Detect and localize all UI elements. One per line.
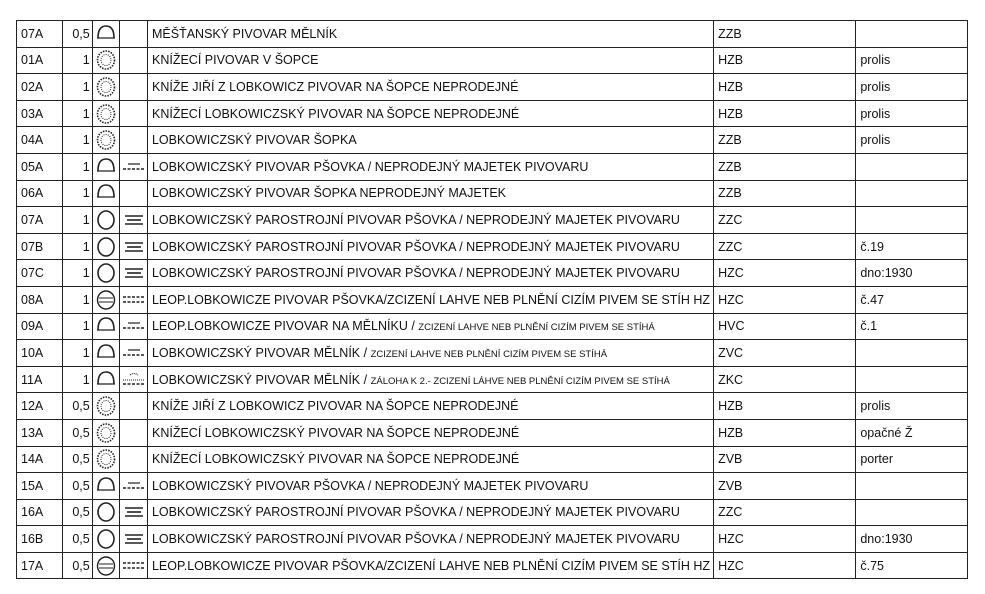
row-volume: 1 (63, 47, 93, 74)
triple-line-icon (120, 260, 148, 287)
table-row (17, 233, 968, 260)
dash-double-icon (120, 552, 148, 579)
label-main-text: LEOP.LOBKOWICZE PIVOVAR PŠOVKA/ZCIZENÍ LAHVE NEB PLNĚNÍ CIZÍM PIVEM SE STÍH HZ (151, 558, 710, 573)
oval-icon (92, 207, 120, 234)
row-note: č.19 (856, 233, 968, 260)
row-label-text (147, 207, 713, 234)
label-main-text: KNÍŽECÍ LOBKOWICZSKÝ PIVOVAR NA ŠOPCE NEPRODEJNÉ (151, 425, 520, 440)
row-note (856, 340, 968, 367)
table-row (17, 340, 968, 367)
label-main-text: KNÍŽECÍ LOBKOWICZSKÝ PIVOVAR NA ŠOPCE NEPRODEJNÉ (151, 106, 520, 121)
row-label-text (147, 393, 713, 420)
label-main-text: LOBKOWICZSKÝ PAROSTROJNÍ PIVOVAR PŠOVKA / NEPRODEJNÝ MAJETEK PIVOVARU (151, 266, 680, 281)
dash-line-icon (120, 153, 148, 180)
row-code: 07A (17, 21, 63, 48)
row-code: 02A (17, 74, 63, 101)
half-oval-icon (92, 21, 120, 48)
label-main-text: LOBKOWICZSKÝ PIVOVAR PŠOVKA / NEPRODEJNÝ MAJETEK PIVOVARU (151, 478, 589, 493)
row-label-text (147, 340, 713, 367)
label-catalog-table (16, 20, 968, 579)
row-type: ZKC (714, 366, 856, 393)
row-note: dno:1930 (856, 526, 968, 553)
row-note (856, 499, 968, 526)
table-row (17, 393, 968, 420)
row-type: ZVB (714, 473, 856, 500)
row-note: porter (856, 446, 968, 473)
row-note (856, 473, 968, 500)
row-code: 12A (17, 393, 63, 420)
row-note (856, 366, 968, 393)
row-volume: 1 (63, 313, 93, 340)
row-label-text (147, 233, 713, 260)
triple-line-icon (120, 233, 148, 260)
row-volume: 1 (63, 127, 93, 154)
table-row (17, 446, 968, 473)
row-note: prolis (856, 47, 968, 74)
row-volume: 0,5 (63, 419, 93, 446)
row-label-text (147, 499, 713, 526)
dotted-oval-icon (92, 419, 120, 446)
row-label-text (147, 180, 713, 207)
row-code: 16A (17, 499, 63, 526)
row-type: ZZC (714, 233, 856, 260)
row-label-text (147, 419, 713, 446)
row-code: 16B (17, 526, 63, 553)
none-icon (120, 393, 148, 420)
table-row (17, 552, 968, 579)
row-type: HZB (714, 47, 856, 74)
row-volume: 1 (63, 180, 93, 207)
table-row (17, 286, 968, 313)
row-code: 07A (17, 207, 63, 234)
label-main-text: LEOP.LOBKOWICZE PIVOVAR NA MĚLNÍKU / (151, 319, 419, 334)
half-oval-icon (92, 153, 120, 180)
none-icon (120, 127, 148, 154)
row-note (856, 207, 968, 234)
row-type: HZC (714, 286, 856, 313)
row-type: HZC (714, 260, 856, 287)
row-type: ZZB (714, 180, 856, 207)
row-code: 11A (17, 366, 63, 393)
row-note: opačné Ž (856, 419, 968, 446)
row-type: ZZB (714, 127, 856, 154)
row-note: č.75 (856, 552, 968, 579)
row-note: č.47 (856, 286, 968, 313)
dotted-oval-icon (92, 393, 120, 420)
table-row (17, 180, 968, 207)
document-sheet (16, 20, 968, 585)
row-type: HZC (714, 552, 856, 579)
row-label-text (147, 473, 713, 500)
label-small-text: ZCIZENÍ LAHVE NEB PLNĚNÍ CIZÍM PIVEM SE STÍHÁ (370, 348, 608, 360)
row-code: 05A (17, 153, 63, 180)
row-volume: 0,5 (63, 473, 93, 500)
dotted-oval-icon (92, 100, 120, 127)
label-small-text: ZÁLOHA K 2.- ZCIZENÍ LÁHVE NEB PLNĚNÍ CIZÍM PIVEM SE STÍHÁ (370, 375, 670, 387)
row-code: 15A (17, 473, 63, 500)
none-icon (120, 100, 148, 127)
row-label-text (147, 127, 713, 154)
row-type: HZB (714, 393, 856, 420)
row-code: 14A (17, 446, 63, 473)
double-oval-icon (92, 286, 120, 313)
row-volume: 1 (63, 100, 93, 127)
row-code: 17A (17, 552, 63, 579)
table-row (17, 366, 968, 393)
label-main-text: LOBKOWICZSKÝ PAROSTROJNÍ PIVOVAR PŠOVKA / NEPRODEJNÝ MAJETEK PIVOVARU (151, 505, 680, 520)
label-main-text: LOBKOWICZSKÝ PIVOVAR PŠOVKA / NEPRODEJNÝ MAJETEK PIVOVARU (151, 159, 589, 174)
oval-icon (92, 233, 120, 260)
row-label-text (147, 21, 713, 48)
label-main-text: LOBKOWICZSKÝ PIVOVAR MĚLNÍK / (151, 372, 371, 387)
dash-star-icon (120, 366, 148, 393)
triple-line-icon (120, 526, 148, 553)
table-row (17, 526, 968, 553)
label-main-text: LOBKOWICZSKÝ PIVOVAR ŠOPKA (151, 133, 357, 148)
double-oval-icon (92, 552, 120, 579)
label-main-text: LOBKOWICZSKÝ PAROSTROJNÍ PIVOVAR PŠOVKA / NEPRODEJNÝ MAJETEK PIVOVARU (151, 212, 680, 227)
table-row (17, 473, 968, 500)
row-label-text (147, 100, 713, 127)
row-note: prolis (856, 100, 968, 127)
row-volume: 0,5 (63, 526, 93, 553)
row-label-text (147, 552, 713, 579)
row-type: HZB (714, 419, 856, 446)
row-volume: 1 (63, 207, 93, 234)
none-icon (120, 21, 148, 48)
row-type: ZZC (714, 207, 856, 234)
row-label-text (147, 446, 713, 473)
row-volume: 1 (63, 286, 93, 313)
table-row (17, 21, 968, 48)
row-code: 01A (17, 47, 63, 74)
table-row (17, 100, 968, 127)
row-code: 13A (17, 419, 63, 446)
row-note (856, 180, 968, 207)
table-row (17, 153, 968, 180)
row-label-text (147, 526, 713, 553)
label-main-text: LOBKOWICZSKÝ PAROSTROJNÍ PIVOVAR PŠOVKA / NEPRODEJNÝ MAJETEK PIVOVARU (151, 532, 680, 547)
row-volume: 0,5 (63, 499, 93, 526)
label-main-text: LOBKOWICZSKÝ PIVOVAR MĚLNÍK / (151, 345, 371, 360)
dotted-oval-icon (92, 74, 120, 101)
row-volume: 1 (63, 366, 93, 393)
row-type: ZVB (714, 446, 856, 473)
none-icon (120, 74, 148, 101)
row-volume: 1 (63, 340, 93, 367)
row-code: 08A (17, 286, 63, 313)
row-label-text (147, 260, 713, 287)
row-note: č.1 (856, 313, 968, 340)
row-note (856, 21, 968, 48)
row-type: ZZB (714, 21, 856, 48)
row-volume: 0,5 (63, 446, 93, 473)
label-main-text: KNÍŽE JIŘÍ Z LOBKOWICZ PIVOVAR NA ŠOPCE NEPRODEJNÉ (151, 79, 519, 94)
row-type: ZVC (714, 340, 856, 367)
row-type: ZZB (714, 153, 856, 180)
table-row (17, 260, 968, 287)
half-oval-icon (92, 340, 120, 367)
row-type: ZZC (714, 499, 856, 526)
row-note: dno:1930 (856, 260, 968, 287)
none-icon (120, 446, 148, 473)
label-main-text: MĚŠŤANSKÝ PIVOVAR MĚLNÍK (151, 26, 338, 41)
row-volume: 1 (63, 260, 93, 287)
row-label-text (147, 47, 713, 74)
table-row (17, 127, 968, 154)
table-row (17, 74, 968, 101)
table-row (17, 499, 968, 526)
row-type: HZC (714, 526, 856, 553)
row-code: 07B (17, 233, 63, 260)
row-code: 06A (17, 180, 63, 207)
half-oval-icon (92, 313, 120, 340)
row-type: HZB (714, 74, 856, 101)
table-row (17, 207, 968, 234)
label-main-text: LOBKOWICZSKÝ PIVOVAR ŠOPKA NEPRODEJNÝ MAJETEK (151, 186, 507, 201)
row-label-text (147, 153, 713, 180)
row-code: 07C (17, 260, 63, 287)
label-main-text: LEOP.LOBKOWICZE PIVOVAR PŠOVKA/ZCIZENÍ LAHVE NEB PLNĚNÍ CIZÍM PIVEM SE STÍH HZ (151, 292, 710, 307)
half-oval-icon (92, 473, 120, 500)
dash-line-icon (120, 340, 148, 367)
label-main-text: LOBKOWICZSKÝ PAROSTROJNÍ PIVOVAR PŠOVKA / NEPRODEJNÝ MAJETEK PIVOVARU (151, 239, 680, 254)
label-main-text: KNÍŽECÍ LOBKOWICZSKÝ PIVOVAR NA ŠOPCE NEPRODEJNÉ (151, 452, 520, 467)
row-code: 09A (17, 313, 63, 340)
label-small-text: ZCIZENÍ LAHVE NEB PLNĚNÍ CIZÍM PIVEM SE STÍHÁ (418, 322, 655, 334)
oval-icon (92, 260, 120, 287)
triple-line-icon (120, 207, 148, 234)
row-volume: 0,5 (63, 552, 93, 579)
row-code: 04A (17, 127, 63, 154)
triple-line-icon (120, 499, 148, 526)
row-volume: 1 (63, 233, 93, 260)
row-label-text (147, 366, 713, 393)
row-volume: 1 (63, 153, 93, 180)
oval-icon (92, 526, 120, 553)
oval-icon (92, 499, 120, 526)
row-volume: 0,5 (63, 21, 93, 48)
row-code: 10A (17, 340, 63, 367)
table-row (17, 419, 968, 446)
row-note: prolis (856, 393, 968, 420)
dash-double-icon (120, 286, 148, 313)
half-oval-icon (92, 366, 120, 393)
row-label-text (147, 286, 713, 313)
none-icon (120, 180, 148, 207)
row-label-text (147, 74, 713, 101)
row-code: 03A (17, 100, 63, 127)
none-icon (120, 419, 148, 446)
label-main-text: KNÍŽECÍ PIVOVAR V ŠOPCE (151, 53, 319, 68)
row-note: prolis (856, 127, 968, 154)
row-note (856, 153, 968, 180)
table-body (17, 21, 968, 579)
row-volume: 0,5 (63, 393, 93, 420)
row-type: HVC (714, 313, 856, 340)
label-main-text: KNÍŽE JIŘÍ Z LOBKOWICZ PIVOVAR NA ŠOPCE NEPRODEJNÉ (151, 399, 519, 414)
dotted-oval-icon (92, 127, 120, 154)
dash-line-icon (120, 313, 148, 340)
none-icon (120, 47, 148, 74)
row-type: HZB (714, 100, 856, 127)
dotted-oval-icon (92, 446, 120, 473)
dotted-oval-icon (92, 47, 120, 74)
half-oval-icon (92, 180, 120, 207)
dash-line-icon (120, 473, 148, 500)
row-volume: 1 (63, 74, 93, 101)
row-note: prolis (856, 74, 968, 101)
row-label-text (147, 313, 713, 340)
table-row (17, 313, 968, 340)
table-row (17, 47, 968, 74)
